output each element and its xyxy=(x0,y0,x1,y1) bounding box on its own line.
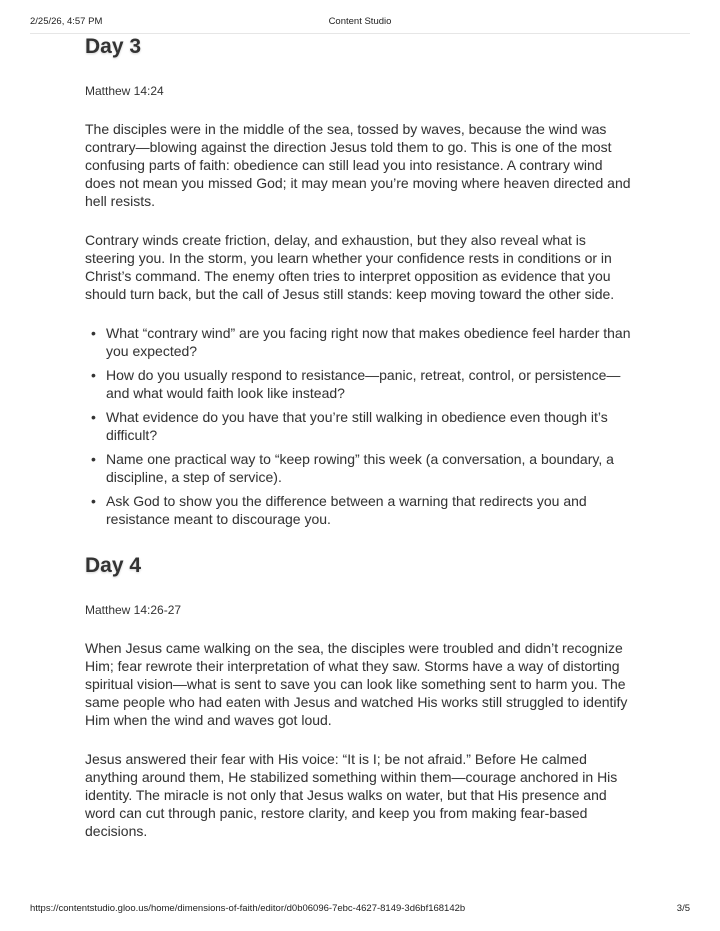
bullet-icon: • xyxy=(91,493,96,509)
list-item xyxy=(91,324,633,360)
question-text: What evidence do you have that you’re still walking in obedience even though it’s difficult? xyxy=(106,409,608,443)
day-4-section xyxy=(85,552,633,840)
print-page-title: Content Studio xyxy=(328,16,392,27)
print-datetime: 2/25/26, 4:57 PM xyxy=(30,16,103,27)
list-item xyxy=(91,408,633,444)
day-4-paragraph: Jesus answered their fear with His voice: “It is I; be not afraid.” Before He calmed anything around them, He stabilized something within them—courage anchored in His identity. The miracle is not only that Jesus walks on water, but that His presence and word can cut through panic, restore clarity, and keep you from making fear-based decisions. xyxy=(85,751,618,839)
day-3-heading: Day 3 xyxy=(85,35,142,58)
bullet-icon: • xyxy=(91,451,96,467)
day-3-paragraph: The disciples were in the middle of the sea, tossed by waves, because the wind was contrary—blowing against the direction Jesus told them to go. This is one of the most confusing parts of faith: obedience can still lead you into resistance. A contrary wind does not mean you missed God; it may mean you’re moving where heaven directed and hell resists. xyxy=(85,121,631,209)
list-item xyxy=(91,366,633,402)
day-4-paragraph: When Jesus came walking on the sea, the disciples were troubled and didn’t recognize Him; fear rewrote their interpretation of what they saw. Storms have a way of distorting spiritual vision—what is sent to save you can look like something sent to harm you. The same people who had eaten with Jesus and watched His works still struggled to identify Him when the wind and waves got loud. xyxy=(85,640,628,728)
print-url: https://contentstudio.gloo.us/home/dimensions-of-faith/editor/d0b06096-7ebc-4627-8149-3d6bf168142b xyxy=(30,903,466,914)
question-text: How do you usually respond to resistance—panic, retreat, control, or persistence—and what would faith look like instead? xyxy=(106,367,621,401)
day-4-scripture-reference: Matthew 14:26-27 xyxy=(85,603,182,617)
day-3-reflection-questions xyxy=(85,324,633,528)
list-item xyxy=(91,450,633,486)
print-header xyxy=(30,16,690,32)
print-footer xyxy=(30,903,690,917)
question-text: Name one practical way to “keep rowing” this week (a conversation, a boundary, a discipline, a step of service). xyxy=(106,451,614,485)
bullet-icon: • xyxy=(91,409,96,425)
day-3-section xyxy=(85,33,633,528)
bullet-icon: • xyxy=(91,367,96,383)
list-item xyxy=(91,492,633,528)
question-text: What “contrary wind” are you facing right now that makes obedience feel harder than you expected? xyxy=(106,325,631,359)
question-text: Ask God to show you the difference between a warning that redirects you and resistance meant to discourage you. xyxy=(106,493,587,527)
bullet-icon: • xyxy=(91,325,96,341)
page-number: 3/5 xyxy=(676,903,690,914)
day-4-heading: Day 4 xyxy=(85,554,142,577)
day-3-paragraph: Contrary winds create friction, delay, and exhaustion, but they also reveal what is steering you. In the storm, you learn whether your confidence rests in conditions or in Christ’s command. The enemy often tries to interpret opposition as evidence that you should turn back, but the call of Jesus still stands: keep moving toward the other side. xyxy=(85,232,615,302)
day-3-scripture-reference: Matthew 14:24 xyxy=(85,84,164,98)
document-content xyxy=(85,33,633,840)
